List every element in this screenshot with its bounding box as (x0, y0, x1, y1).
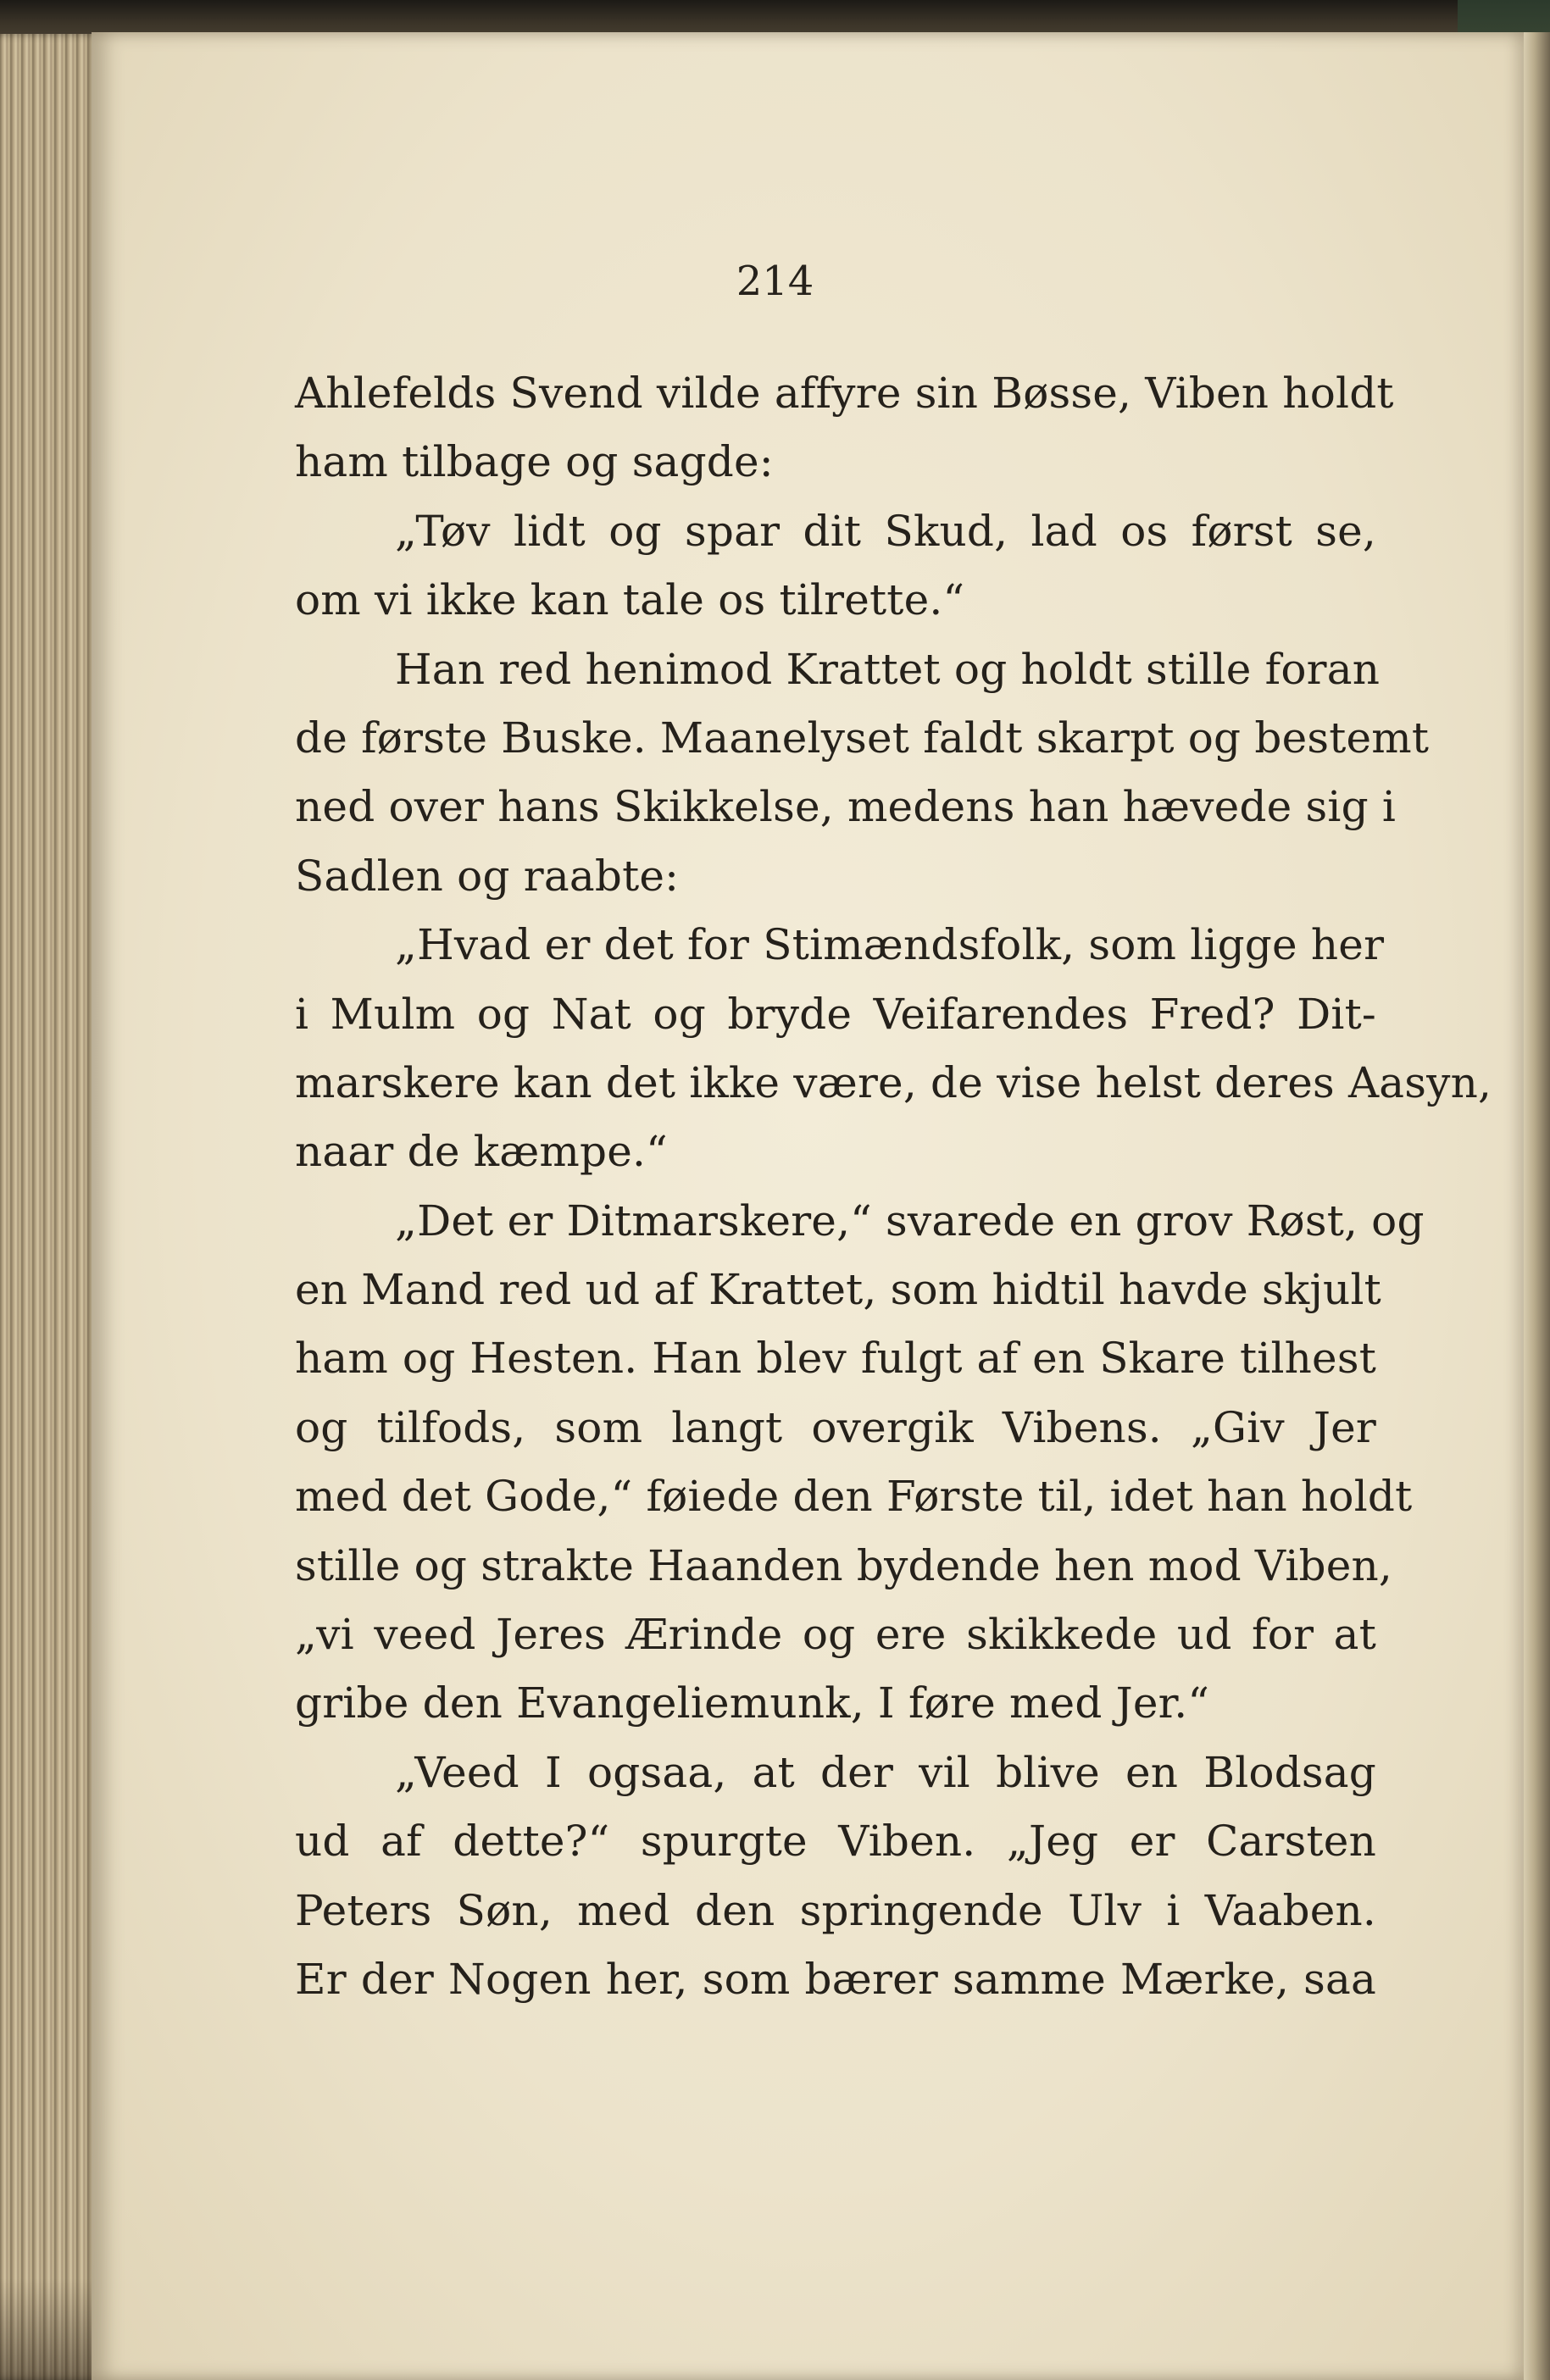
text-line: „Tøv lidt og spar dit Skud, lad os først se, (395, 506, 1376, 556)
text-line: stille og strakte Haanden bydende hen mod Viben, (295, 1540, 1393, 1590)
text-line: en Mand red ud af Krattet, som hidtil havde skjult (295, 1265, 1381, 1315)
page-right-edge (1524, 32, 1550, 2380)
text-line: gribe den Evangeliemunk, I føre med Jer.“ (295, 1678, 1210, 1728)
text-line: og tilfods, som langt overgik Vibens. „Giv Jer (295, 1402, 1376, 1452)
text-line: „vi veed Jeres Ærinde og ere skikkede ud for at (295, 1610, 1376, 1660)
text-line: Peters Søn, med den springende Ulv i Vaaben. (295, 1885, 1376, 1935)
text-line: Sadlen og raabte: (295, 851, 680, 901)
page-number: 214 (736, 258, 814, 305)
text-line: ud af dette?“ spurgte Viben. „Jeg er Carsten (295, 1817, 1376, 1867)
text-line: ham tilbage og sagde: (295, 437, 774, 487)
text-line: naar de kæmpe.“ (295, 1127, 668, 1177)
text-line: med det Gode,“ føiede den Første til, idet han holdt (295, 1472, 1413, 1522)
text-line: „Det er Ditmarskere,“ svarede en grov Røst, og (395, 1196, 1425, 1245)
text-line: i Mulm og Nat og bryde Veifarendes Fred? Dit- (295, 989, 1376, 1039)
text-line: marskere kan det ikke være, de vise helst deres Aasyn, (295, 1057, 1492, 1107)
text-line: de første Buske. Maanelyset faldt skarpt og bestemt (295, 713, 1430, 763)
page-stack-edge (0, 34, 100, 2380)
text-line: ham og Hesten. Han blev fulgt af en Skare tilhest (295, 1334, 1376, 1384)
text-line: om vi ikke kan tale os tilrette.“ (295, 575, 965, 625)
text-line: ned over hans Skikkelse, medens han hævede sig i (295, 782, 1397, 832)
body-text (295, 359, 1492, 2014)
text-line: „Veed I ogsaa, at der vil blive en Blodsag (395, 1747, 1376, 1797)
text-line: Han red henimod Krattet og holdt stille foran (395, 644, 1381, 694)
text-line: Er der Nogen her, som bærer samme Mærke, saa (295, 1954, 1376, 2004)
text-line: „Hvad er det for Stimændsfolk, som ligge her (395, 920, 1385, 970)
text-line: Ahlefelds Svend vilde affyre sin Bøsse, Viben holdt (295, 369, 1394, 418)
